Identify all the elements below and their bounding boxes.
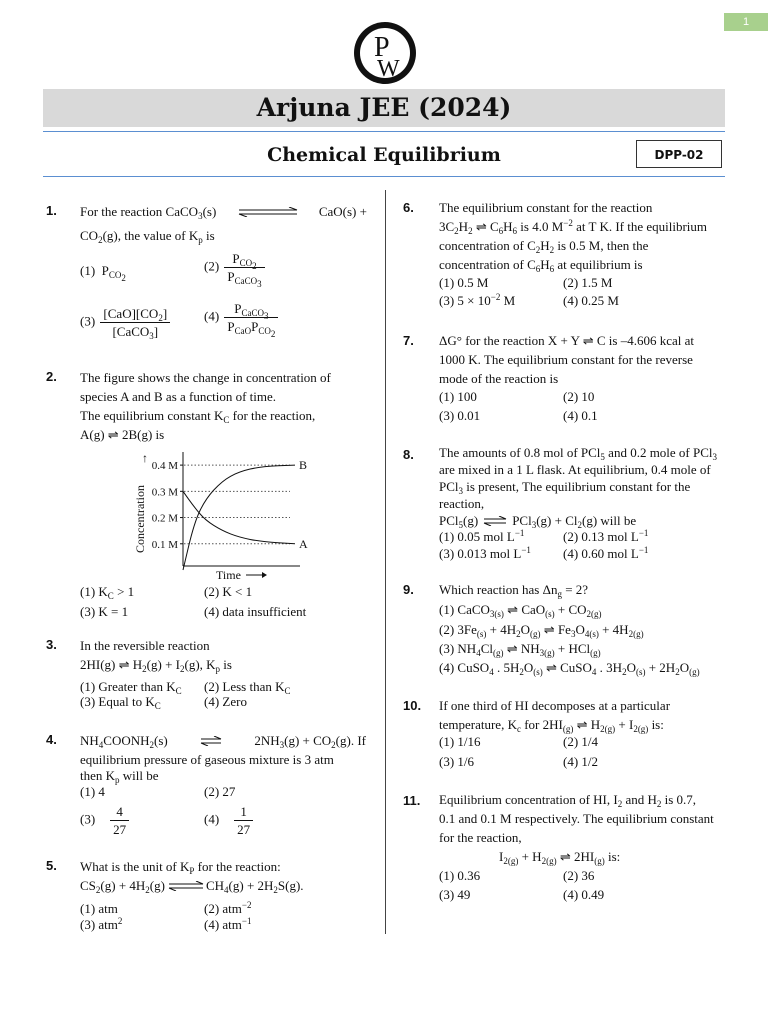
option-3[interactable]: (3) K = 1 [80, 604, 129, 619]
option-2[interactable]: (2) 1.5 M [563, 275, 613, 290]
question-number: 7. [403, 333, 414, 348]
option-1[interactable]: (1) $K_C > 1$ [80, 584, 135, 601]
option-3[interactable]: (3) Equal to $K_C$ [80, 694, 161, 711]
option-1[interactable]: (1) 1/16 [439, 734, 481, 749]
svg-text:W: W [377, 56, 400, 82]
question-number: 2. [46, 369, 57, 384]
option-4[interactable]: (4) 1/2 [563, 754, 599, 769]
concentration-time-chart [130, 448, 330, 586]
option-1[interactable]: (1) 0.05 mol $L^{-1}$ [439, 528, 525, 544]
option-1[interactable]: (1) Greater than $K_C$ [80, 679, 182, 696]
option-2[interactable]: (2) 1/4 [563, 734, 599, 749]
x-axis-label: Time [216, 568, 241, 582]
question-number: 9. [403, 582, 414, 597]
question-4-text: $NH_4COONH_2(s)$ $2NH_3(g) + CO_2(g)$. If equilibrium pressure of gaseous mixture is 3 atm then $K_p$ will be [80, 733, 366, 785]
question-number: 4. [46, 732, 57, 747]
question-5-text: What is the unit of $K_P$ for the reaction: $CS_2(g) + 4H_2(g)$ $CH_4(g) + 2H_2S(g)$. [80, 859, 304, 895]
fraction: $\frac{4}{27}$ [110, 803, 129, 838]
option-1[interactable]: (1) 100 [439, 389, 477, 404]
y-axis-label: Concentration [133, 485, 147, 553]
option-2[interactable]: (2) 27 [204, 784, 236, 799]
option-3[interactable]: (3) $\frac{[CaO][CO_2]}{[CaCO_3]}$ [80, 305, 172, 340]
option-4[interactable]: (4) 0.60 mol $L^{-1}$ [563, 545, 649, 561]
option-4[interactable]: (4) $\frac{1}{27}$ [204, 803, 255, 838]
series-label-A: A [299, 536, 308, 551]
option-1[interactable]: (1) 0.5 M [439, 275, 489, 290]
question-11-text: Equilibrium concentration of HI, $I_2$ and $H_2$ is 0.7, 0.1 and 0.1 M respectively. The equilibrium constant for the reaction, $I_{2(g)} + H_{2(g)}$ ⇌ $2HI_{(g)}$ is: [439, 792, 714, 866]
option-2[interactable]: (2) 10 [563, 389, 595, 404]
question-10-text: If one third of HI decomposes at a particular temperature, $K_c$ for $2HI_{(g)}$ ⇌ $H_{2(g)} + I_{2(g)}$ is: [439, 698, 671, 734]
page-title: Arjuna JEE (2024) [256, 93, 512, 122]
option-1[interactable]: (1) 0.36 [439, 868, 481, 883]
option-1[interactable]: (1) atm [80, 901, 118, 916]
x-axis-arrow-icon [246, 572, 267, 578]
series-line-B [183, 465, 295, 570]
option-2[interactable]: (2) 36 [563, 868, 595, 883]
option-2[interactable]: (2) $\frac{P_{CO_2}}{P_{CaCO_3}}$ [204, 250, 267, 285]
option-4[interactable]: (4) CuSO$_4$ . $5H_2O_{(s)}$ ⇌ CuSO$_4$ . $3H_2O_{(s)} + 2H_2O_{(g)}$ [439, 660, 700, 677]
page-number-badge: 1 [724, 13, 768, 31]
option-3[interactable]: (3) 1/6 [439, 754, 475, 769]
option-4[interactable]: (4) 0.49 [563, 887, 605, 902]
question-2-text: The figure shows the change in concentration of species A and B as a function of time. The equilibrium constant $K_C$ for the reaction, A(g) ⇌ 2B(g) is [80, 370, 331, 442]
equilibrium-arrow-icon [482, 516, 508, 526]
y-tick-label: 0.3 M [151, 486, 178, 499]
option-2[interactable]: (2) $3Fe_{(s)} + 4H_2O_{(g)}$ ⇌ $Fe_3O_{4(s)} + 4H_{2(g)}$ [439, 622, 644, 639]
fraction: $\frac{[CaO][CO_2]}{[CaCO_3]}$ [100, 305, 170, 340]
y-tick-label: 0.1 M [151, 538, 178, 551]
column-divider [385, 190, 386, 934]
pw-logo [353, 20, 417, 86]
option-3[interactable]: (3) 0.01 [439, 408, 481, 423]
question-number: 8. [403, 447, 414, 462]
svg-text:P: P [374, 32, 390, 63]
question-9-text: Which reaction has $\Delta n_g = 2$? [439, 582, 589, 599]
fraction: $\frac{1}{27}$ [234, 803, 253, 838]
question-number: 1. [46, 203, 57, 218]
option-3[interactable]: (3) 0.013 mol $L^{-1}$ [439, 545, 531, 561]
option-3[interactable]: (3) atm$^2$ [80, 916, 123, 932]
question-number: 5. [46, 858, 57, 873]
y-tick-label: 0.4 M [151, 460, 178, 473]
question-3-text: In the reversible reaction 2HI(g) ⇌ $H_2(g) + I_2(g)$, $K_p$ is [80, 638, 232, 674]
option-4[interactable]: (4) Zero [204, 694, 247, 709]
option-1[interactable]: (1) $P_{CO_2}$ [80, 263, 126, 283]
question-number: 11. [403, 793, 421, 808]
question-7-text: ΔG° for the reaction X + Y ⇌ C is –4.606 kcal at 1000 K. The equilibrium constant for the reverse mode of the reaction is [439, 333, 695, 386]
option-4[interactable]: (4) atm$^{-1}$ [204, 916, 252, 932]
option-3[interactable]: (3) $5 \times 10^{-2}$ M [439, 292, 516, 308]
option-2[interactable]: (2) K < 1 [204, 584, 253, 599]
option-4[interactable]: (4) 0.25 M [563, 293, 619, 308]
fraction: $\frac{P_{CaCO_3}}{P_{CaO}P_{CO_2}}$ [224, 300, 278, 335]
equilibrium-arrow-icon [237, 207, 299, 217]
question-1-text: For the reaction CaCO$_3$(s) CaO(s) + $CO_2(g)$, the value of $K_p$ is [80, 204, 367, 245]
option-4[interactable]: (4) data insufficient [204, 604, 307, 619]
option-3[interactable]: (3) $NH_4Cl_{(g)}$ ⇌ $NH_{3(g)} + HCl_{(g)}$ [439, 641, 601, 658]
option-2[interactable]: (2) Less than $K_C$ [204, 679, 291, 696]
chapter-title: Chemical Equilibrium [267, 144, 501, 166]
option-1[interactable]: (1) 4 [80, 784, 105, 799]
divider [43, 176, 725, 177]
dpp-code-box: DPP-02 [636, 140, 722, 168]
question-6-text: The equilibrium constant for the reaction $3C_2H_2$ ⇌ $C_6H_6$ is 4.0 $M^{-2}$ at T K. If the equilibrium concentration of $C_2H_2$ is 0.5 M, then the concentration of $C_6H_6$ at equilibrium is [439, 200, 708, 274]
option-1[interactable]: (1) CaCO$_{3(s)}$ ⇌ $CaO_{(s)} + CO_{2(g)}$ [439, 602, 602, 619]
question-number: 6. [403, 200, 414, 215]
series-line-A [183, 491, 295, 543]
equilibrium-arrow-icon [167, 881, 205, 891]
option-3[interactable]: (3) 49 [439, 887, 471, 902]
option-3[interactable]: (3) $\frac{4}{27}$ [80, 803, 131, 838]
divider [43, 131, 725, 132]
equilibrium-arrow-icon [199, 736, 223, 746]
option-4[interactable]: (4) $\frac{P_{CaCO_3}}{P_{CaO}P_{CO_2}}$ [204, 300, 280, 335]
question-number: 3. [46, 637, 57, 652]
fraction: $\frac{P_{CO_2}}{P_{CaCO_3}}$ [224, 250, 264, 285]
option-4[interactable]: (4) 0.1 [563, 408, 598, 423]
question-8-text: The amounts of 0.8 mol of PCl$_5$ and 0.2 mole of PCl$_3$ are mixed in a 1 L flask. At equilibrium, 0.4 mole of PCl$_3$ is present, The equilibrium constant for the reaction, PCl$_5$(g) $PCl_3(g) + Cl_2(g)$ will be [439, 445, 718, 530]
question-number: 10. [403, 698, 422, 713]
y-tick-label: 0.2 M [151, 512, 178, 525]
option-2[interactable]: (2) atm$^{-2}$ [204, 900, 252, 916]
option-2[interactable]: (2) 0.13 mol $L^{-1}$ [563, 528, 649, 544]
y-axis-arrow-icon: ↑ [142, 451, 148, 465]
series-label-B: B [299, 458, 308, 473]
